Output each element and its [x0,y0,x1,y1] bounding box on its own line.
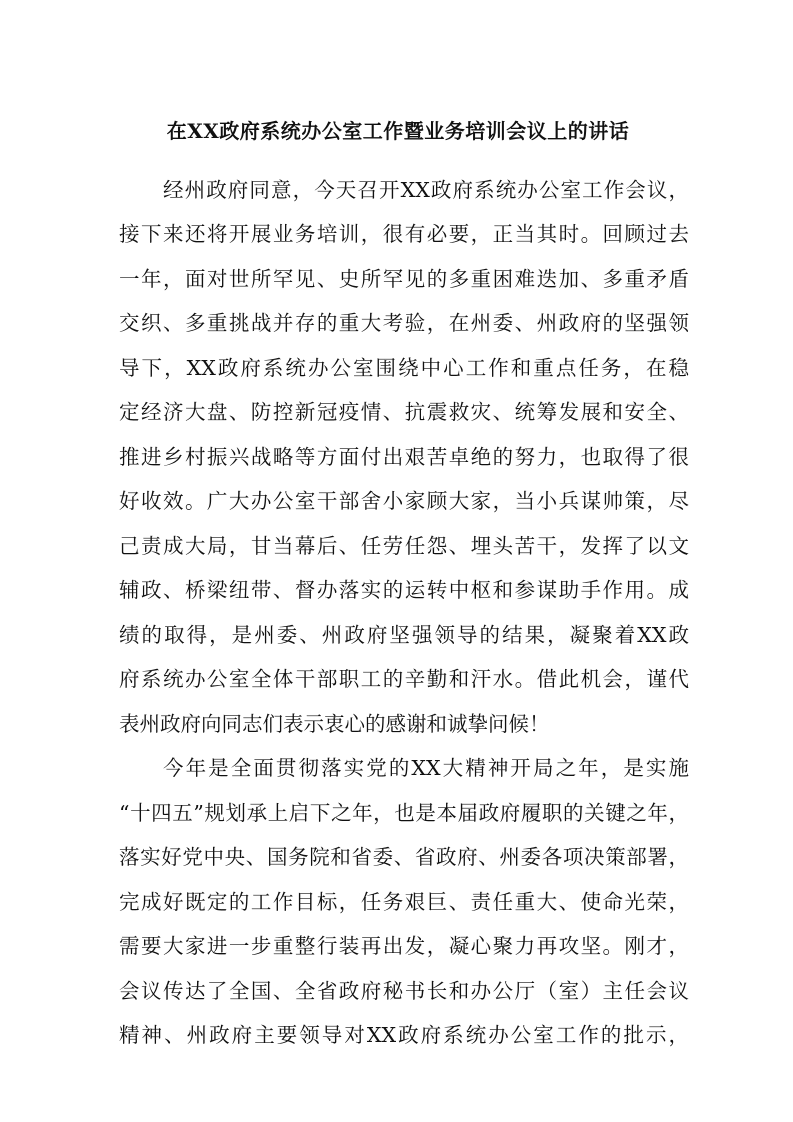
text-line: 绩的取得，是州委、州政府坚强领导的结果，凝聚着XX政 [119,623,689,647]
text-line: 今年是全面贯彻落实党的XX大精神开局之年，是实施 [163,756,689,780]
text-line: 己责成大局，甘当幕后、任劳任怨、埋头苦干，发挥了以文 [119,534,689,558]
text-line: 落实好党中央、国务院和省委、省政府、州委各项决策部署， [119,845,689,869]
text-line: 府系统办公室全体干部职工的辛勤和汗水。借此机会，谨代 [119,667,689,691]
text-line: 定经济大盘、防控新冠疫情、抗震救灾、统筹发展和安全、 [119,400,689,424]
text-line: 经州政府同意，今天召开XX政府系统办公室工作会议， [163,178,689,202]
text-line: 辅政、桥梁纽带、督办落实的运转中枢和参谋助手作用。成 [119,578,689,602]
document-title: 在XX政府系统办公室工作暨业务培训会议上的讲话 [166,119,630,143]
text-line: 需要大家进一步重整行装再出发，凝心聚力再攻坚。刚才， [119,934,689,958]
text-line: 推进乡村振兴战略等方面付出艰苦卓绝的努力，也取得了很 [119,445,689,469]
text-line: 表州政府向同志们表示衷心的感谢和诚挚问候！ [119,712,550,736]
text-line: “十四五”规划承上启下之年，也是本届政府履职的关键之年， [119,801,689,825]
text-line: 好收效。广大办公室干部舍小家顾大家，当小兵谋帅策，尽 [119,489,689,513]
text-line: 精神、州政府主要领导对XX政府系统办公室工作的批示， [119,1023,689,1047]
text-line: 接下来还将开展业务培训，很有必要，正当其时。回顾过去 [119,222,689,246]
text-line: 会议传达了全国、全省政府秘书长和办公厅（室）主任会议 [119,979,689,1003]
text-line: 交织、多重挑战并存的重大考验，在州委、州政府的坚强领 [119,311,689,335]
text-line: 一年，面对世所罕见、史所罕见的多重困难迭加、多重矛盾 [119,267,689,291]
text-line: 导下，XX政府系统办公室围绕中心工作和重点任务，在稳 [119,356,689,380]
text-line: 完成好既定的工作目标，任务艰巨、责任重大、使命光荣， [119,890,689,914]
